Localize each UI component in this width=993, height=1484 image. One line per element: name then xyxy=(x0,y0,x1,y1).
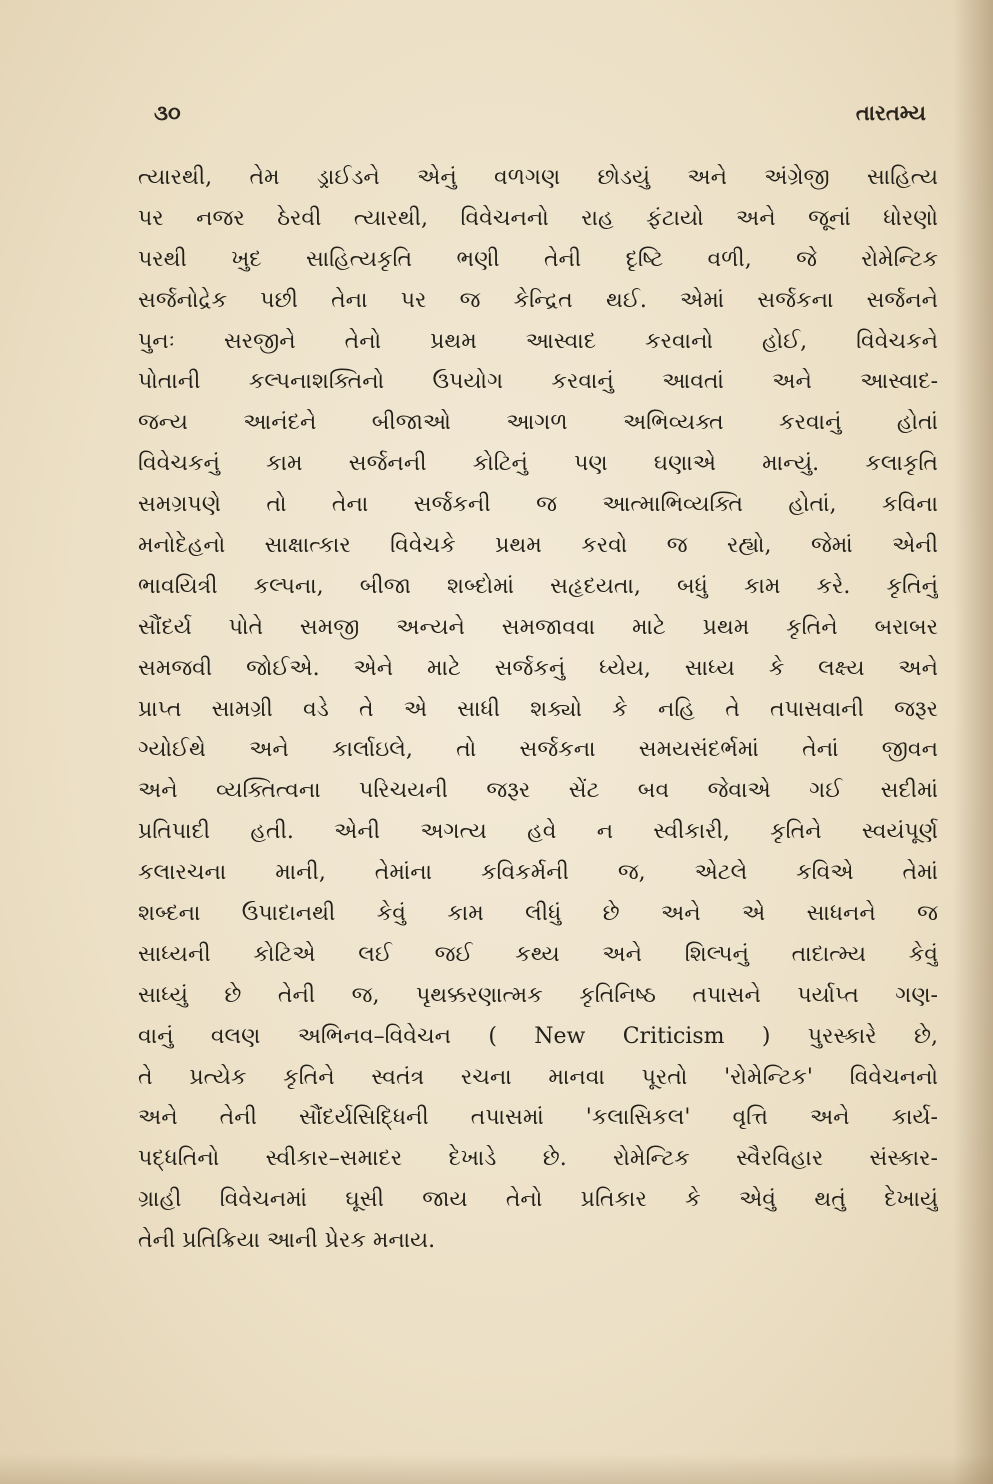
text-line: સર્જનોદ્રેક પછી તેના પર જ કેન્દ્રિત થઈ. એમાં સર્જકના સર્જનને xyxy=(138,287,938,313)
text-line: અને વ્યક્તિત્વના પરિચયની જરૂર સેંટ બવ જેવાએ ગઈ સદીમાં xyxy=(138,778,938,804)
text-line: પોતાની કલ્પનાશક્તિનો ઉપયોગ કરવાનું આવતાં અને આસ્વાદ- xyxy=(138,369,938,395)
text-line: પર નજર ઠેરવી ત્યારથી, વિવેચનનો રાહ ફંટાયો અને જૂનાં ધોરણો xyxy=(138,205,938,231)
text-line: પ્રતિપાદી હતી. એની અગત્ય હવે ન સ્વીકારી, કૃતિને સ્વયંપૂર્ણ xyxy=(138,819,938,845)
page-edge-shadow xyxy=(953,0,993,1484)
text-line: ત્યારથી, તેમ ડ્રાઈડને એનું વળગણ છોડયું અને અંગ્રેજી સાહિત્ય xyxy=(138,165,938,190)
text-line: સાધ્યની કોટિએ લઈ જઈ કથ્ય અને શિલ્પનું તાદાત્મ્ય કેવું xyxy=(138,941,938,967)
page-bottom-edge xyxy=(0,1454,993,1484)
text-line: તે પ્રત્યેક કૃતિને સ્વતંત્ર રચના માનવા પૂરતો 'રોમેન્ટિક' વિવેચનનો xyxy=(138,1064,938,1090)
text-line: ગ્રાહી વિવેચનમાં ઘૂસી જાય તેનો પ્રતિકાર કે એવું થતું દેખાયું xyxy=(138,1187,938,1213)
text-line: પદ્ધતિનો સ્વીકાર–સમાદર દેખાડે છે. રોમેન્ટિક સ્વૈરવિહાર સંસ્કાર- xyxy=(138,1146,938,1172)
text-line: સમજવી જોઈએ. એને માટે સર્જકનું ધ્યેય, સાધ્ય કે લક્ષ્ય અને xyxy=(138,655,938,681)
text-line: સમગ્રપણે તો તેના સર્જકની જ આત્માભિવ્યક્તિ હોતાં, કવિના xyxy=(138,492,938,518)
running-head: તારતમ્ય xyxy=(855,100,926,125)
text-line: મનોદેહનો સાક્ષાત્કાર વિવેચકે પ્રથમ કરવો જ રહ્યો, જેમાં એની xyxy=(138,533,938,559)
text-line: કલારચના માની, તેમાંના કવિકર્મની જ, એટલે કવિએ તેમાં xyxy=(138,860,938,886)
text-line: વાનું વલણ અભિનવ–વિવેચન ( New Criticism ) પુરસ્કારે છે, xyxy=(138,1023,938,1049)
text-line: વિવેચકનું કામ સર્જનની કોટિનું પણ ઘણાએ માન્યું. કલાકૃતિ xyxy=(138,451,938,477)
text-line: પુનઃ સરજીને તેનો પ્રથમ આસ્વાદ કરવાનો હોઈ, વિવેચકને xyxy=(138,328,938,354)
text-line: પ્રાપ્ત સામગ્રી વડે તે એ સાધી શક્યો કે નહિ તે તપાસવાની જરૂર xyxy=(138,696,938,722)
page-number: ૩૦ xyxy=(154,100,181,125)
page-header xyxy=(150,100,926,134)
body-paragraph xyxy=(138,158,938,1262)
text-line: શબ્દના ઉપાદાનથી કેવું કામ લીધું છે અને એ સાધનને જ xyxy=(138,901,938,927)
text-line: જન્ય આનંદને બીજાઓ આગળ અભિવ્યક્ત કરવાનું હોતાં xyxy=(138,410,938,436)
text-line: સૌંદર્ય પોતે સમજી અન્યને સમજાવવા માટે પ્રથમ કૃતિને બરાબર xyxy=(138,614,938,640)
text-line: ભાવયિત્રી કલ્પના, બીજા શબ્દોમાં સહૃદયતા, બધું કામ કરે. કૃતિનું xyxy=(138,573,938,599)
text-line: સાધ્યું છે તેની જ, પૃથક્કરણાત્મક કૃતિનિષ્ઠ તપાસને પર્યાપ્ત ગણ- xyxy=(138,982,938,1008)
text-line: અને તેની સૌંદર્યસિદ્ધિની તપાસમાં 'કલાસિકલ' વૃત્તિ અને કાર્ય- xyxy=(138,1105,938,1131)
text-line-last: તેની પ્રતિક્રિયા આની પ્રેરક મનાય. xyxy=(138,1228,436,1254)
text-line: ગ્યોઈથે અને કાર્લાઇલે, તો સર્જકના સમયસંદર્ભમાં તેનાં જીવન xyxy=(138,737,938,763)
text-line: પરથી ખુદ સાહિત્યકૃતિ ભણી તેની દૃષ્ટિ વળી, જે રોમેન્ટિક xyxy=(138,246,938,272)
